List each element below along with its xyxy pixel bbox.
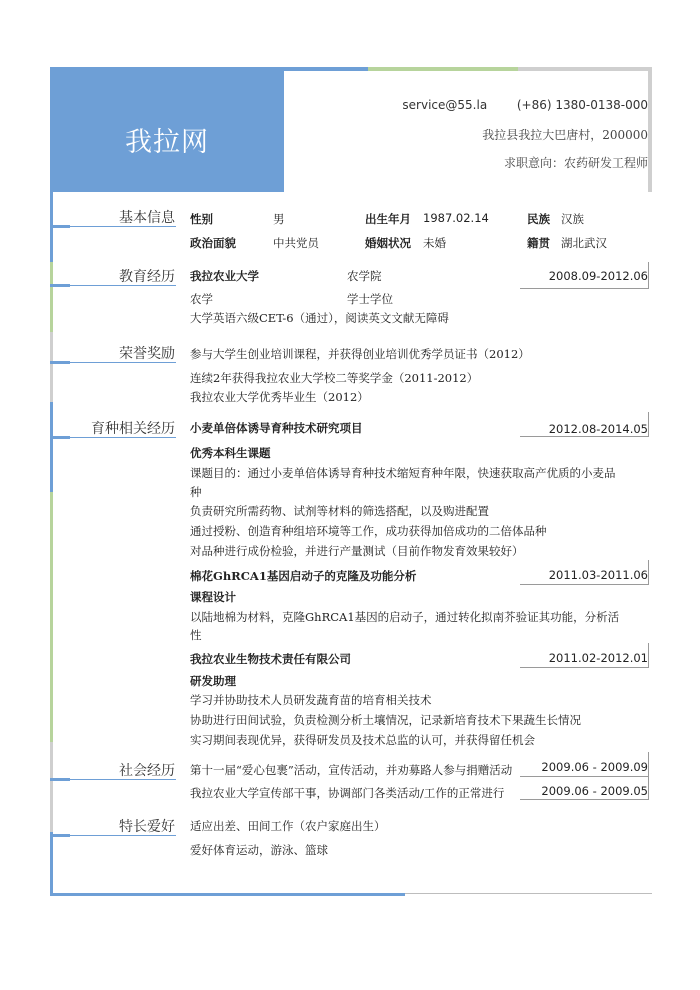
social-item: 第十一届“爱心包裹”活动，宣传活动，并劝募路人参与捐赠活动 — [190, 763, 513, 777]
section-tick — [50, 834, 70, 837]
project-name: 小麦单倍体诱导育种技术研究项目 — [190, 421, 363, 435]
section-title-breeding: 育种相关经历 — [91, 421, 175, 437]
section-title-hobbies: 特长爱好 — [119, 819, 175, 835]
address: 我拉县我拉大巴唐村，200000 — [482, 128, 648, 142]
education-major: 农学 — [190, 292, 213, 306]
project-line: 对品种进行成份检验，并进行产量测试（目前作物发育效果较好） — [190, 544, 524, 558]
section-underline — [53, 285, 176, 286]
project-line: 学习并协助技术人员研发蔬育苗的培育相关技术 — [190, 693, 432, 707]
honor-item: 参与大学生创业培训课程，并获得创业培训优秀学员证书（2012） — [190, 347, 530, 361]
social-item: 我拉农业大学宣传部干事，协调部门各类活动/工作的正常进行 — [190, 786, 505, 800]
section-tick — [50, 225, 70, 228]
hobby-item: 爱好体育运动，游泳、篮球 — [190, 843, 328, 857]
politics-value: 中共党员 — [273, 236, 319, 250]
job-objective: 求职意向：农药研发工程师 — [503, 156, 648, 170]
ethnic-value: 汉族 — [561, 212, 584, 226]
origin-value: 湖北武汉 — [561, 236, 607, 250]
section-tick — [50, 284, 70, 287]
hobby-item: 适应出差、田间工作（农户家庭出生） — [190, 819, 386, 833]
project-line: 种 — [190, 485, 202, 499]
education-college: 农学院 — [347, 269, 382, 283]
ethnic-label: 民族 — [527, 212, 550, 226]
social-date: 2009.06 - 2009.05 — [520, 777, 649, 800]
project-line: 负责研究所需药物、试剂等材料的筛选搭配，以及购进配置 — [190, 504, 489, 518]
project-role: 课程设计 — [190, 590, 236, 604]
section-title-social: 社会经历 — [119, 763, 175, 779]
honor-item: 连续2年获得我拉农业大学校二等奖学金（2011-2012） — [190, 371, 479, 385]
section-underline — [53, 226, 176, 227]
section-title-honors: 荣誉奖励 — [119, 346, 175, 362]
rail-segment-blue — [50, 832, 53, 896]
right-border-gray — [648, 67, 652, 192]
education-date: 2008.09-2012.06 — [520, 262, 649, 289]
social-date: 2009.06 - 2009.09 — [520, 752, 649, 777]
project-line: 通过授粉、创造育种组培环境等工作，成功获得加倍成功的二倍体品种 — [190, 524, 547, 538]
section-underline — [53, 437, 176, 438]
bottom-border-blue — [50, 893, 405, 896]
section-underline — [53, 835, 176, 836]
gender-value: 男 — [273, 212, 285, 226]
birth-label: 出生年月 — [365, 212, 411, 226]
origin-label: 籍贯 — [527, 236, 550, 250]
marital-value: 未婚 — [423, 236, 446, 250]
section-underline — [53, 362, 176, 363]
education-school: 我拉农业大学 — [190, 269, 259, 283]
project-name: 我拉农业生物技术责任有限公司 — [190, 652, 351, 666]
section-tick — [50, 778, 70, 781]
section-tick — [50, 436, 70, 439]
project-name: 棉花GhRCA1基因启动子的克隆及功能分析 — [190, 569, 417, 583]
project-line: 课题目的：通过小麦单倍体诱导育种技术缩短育种年限，快速获取高产优质的小麦品 — [190, 466, 616, 480]
project-date: 2012.08-2014.05 — [520, 412, 649, 437]
gender-label: 性别 — [190, 212, 213, 226]
top-border-gray — [518, 67, 652, 71]
project-line: 协助进行田间试验，负责检测分析土壤情况，记录新培育技术下果蔬生长情况 — [190, 713, 581, 727]
project-date: 2011.03-2011.06 — [520, 560, 649, 585]
rail-segment-blue — [50, 402, 53, 492]
project-role: 优秀本科生课题 — [190, 446, 271, 460]
section-title-basic: 基本信息 — [119, 210, 175, 226]
honor-item: 我拉农业大学优秀毕业生（2012） — [190, 390, 369, 404]
marital-label: 婚姻状况 — [365, 236, 411, 250]
project-line: 性 — [190, 628, 202, 642]
section-underline — [53, 779, 176, 780]
rail-segment-green — [50, 262, 53, 332]
email: service@55.la — [402, 98, 488, 112]
resume-name: 我拉网 — [125, 127, 209, 158]
birth-value: 1987.02.14 — [423, 211, 489, 225]
contact-line — [368, 98, 648, 112]
education-degree: 学士学位 — [347, 292, 393, 306]
project-line: 实习期间表现优异，获得研发员及技术总监的认可，并获得留任机会 — [190, 733, 535, 747]
section-tick — [50, 361, 70, 364]
project-line: 以陆地棉为材料，克隆GhRCA1基因的启动子，通过转化拟南芥验证其功能，分析活 — [190, 610, 620, 624]
rail-segment-gray — [50, 742, 53, 832]
politics-label: 政治面貌 — [190, 236, 236, 250]
rail-segment-gray — [50, 332, 53, 402]
top-border-green — [368, 67, 518, 71]
project-date: 2011.02-2012.01 — [520, 643, 649, 668]
section-title-education: 教育经历 — [119, 269, 175, 285]
bottom-border-gray — [405, 893, 652, 894]
rail-segment-green — [50, 492, 53, 742]
project-role: 研发助理 — [190, 674, 236, 688]
education-english: 大学英语六级CET-6（通过），阅读英文文献无障碍 — [190, 311, 449, 325]
phone: (+86) 1380-0138-000 — [516, 98, 648, 112]
